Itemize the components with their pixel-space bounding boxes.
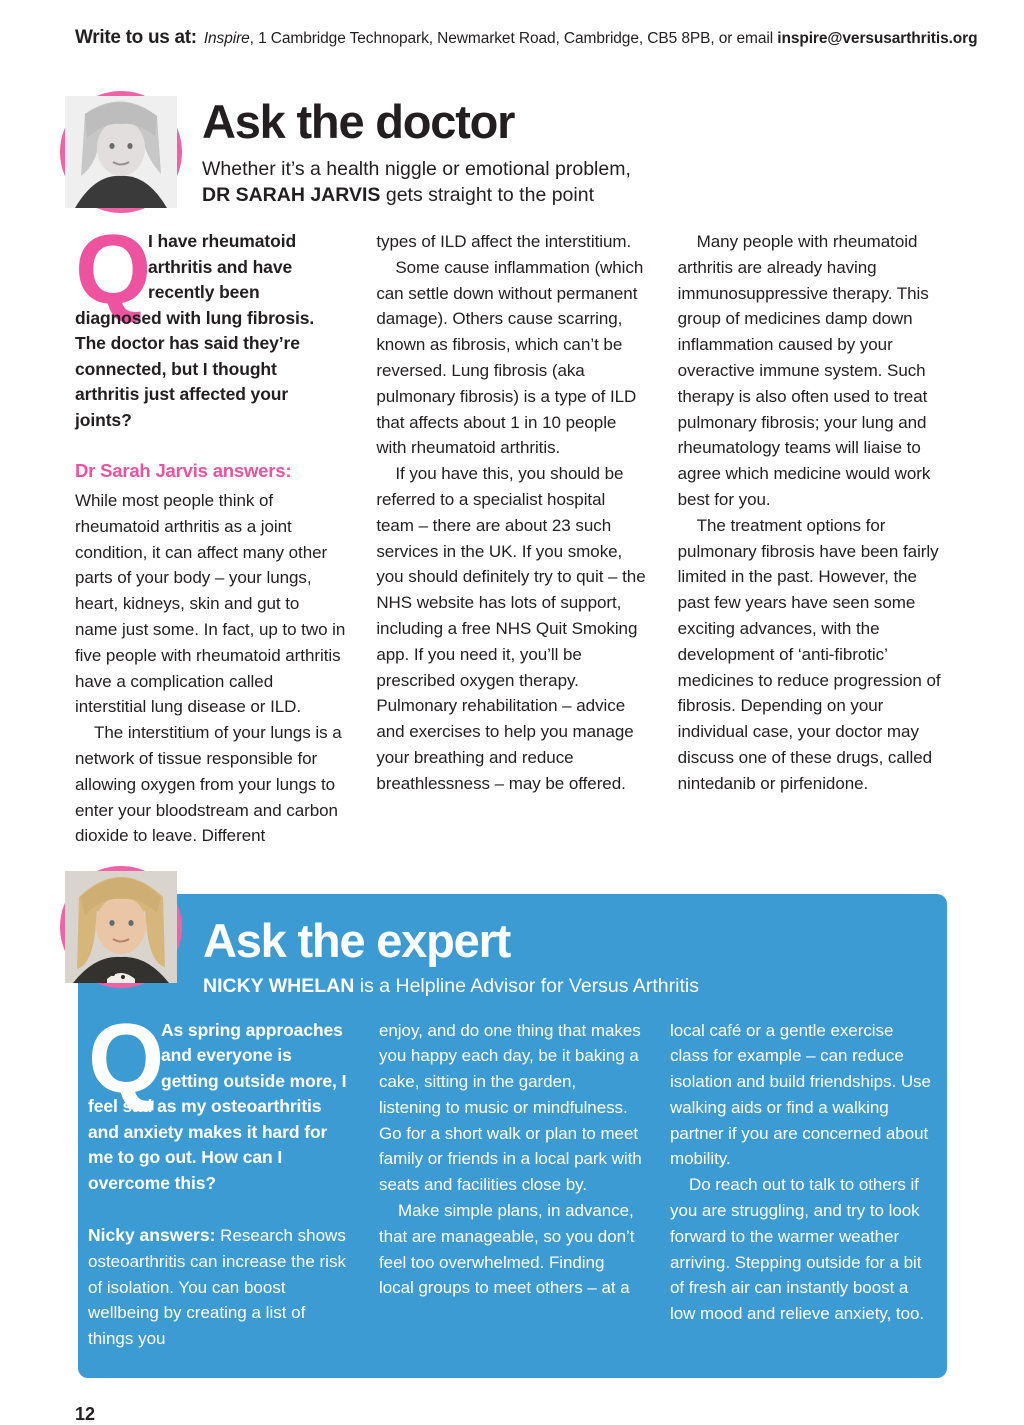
doctor-column-2 <box>376 229 646 849</box>
expert-name: NICKY WHELAN <box>203 974 355 997</box>
expert-answer-text: Research shows osteoarthritis can increase the risk of isolation. You can boost wellbeing by creating a list of things you <box>88 1226 346 1349</box>
expert-head-text <box>78 894 947 997</box>
address-text: , 1 Cambridge Technopark, Newmarket Road, Cambridge, CB5 8PB, or email <box>249 30 778 47</box>
doctor-subtitle-suffix: gets straight to the point <box>380 184 594 207</box>
address-line <box>204 30 978 48</box>
doctor-section-title: Ask the doctor <box>202 95 515 148</box>
expert-paragraph: Make simple plans, in advance, that are manageable, so you don’t feel too overwhelmed. Finding local groups to meet others – at a <box>379 1201 635 1298</box>
question-q-glyph: Q <box>88 1002 163 1113</box>
doctor-columns <box>75 214 948 849</box>
doctor-paragraph: The interstitium of your lungs is a network of tissue responsible for allowing oxygen from your lungs to enter your bloodstream and carbon dioxide to leave. Different <box>75 723 342 846</box>
doctor-subtitle-prefix: Whether it’s a health niggle or emotional problem, <box>202 158 631 181</box>
doctor-paragraph: Some cause inflammation (which can settle down without permanent damage). Others cause scarring, known as fibrosis, which can’t be reversed. Lung fibrosis (aka pulmonary fibrosis) is a type of ILD that affects about 1 in 10 people with rheumatoid arthritis. <box>376 257 644 458</box>
expert-section-title: Ask the expert <box>203 914 511 968</box>
expert-answer-label: Nicky answers: <box>88 1225 216 1245</box>
doctor-paragraph: Many people with rheumatoid arthritis are already having immunosuppressive therapy. This group of medicines damp down inflammation caused by your overactive immune system. Such therapy is also often used to treat pulmonary fibrosis; your lung and rheumatology teams will liaise to agree which medicine would work best for you. <box>677 232 931 509</box>
page-number: 12 <box>75 1403 96 1424</box>
doctor-name: DR SARAH JARVIS <box>202 184 381 207</box>
doctor-paragraph: If you have this, you should be referred to a specialist hospital team – there are about 23 such services in the UK. If you smoke, you should definitely try to quit – the NHS website has lots of support, including a free NHS Quit Smoking app. If you need it, you’ll be prescribed oxygen therapy. Pulmonary rehabilitation – advice and exercises to help you manage your breathing and reduce breathlessness – may be offered. <box>376 464 646 793</box>
doctor-column-3 <box>678 229 948 849</box>
expert-byline <box>203 975 927 998</box>
email-address: inspire@versusarthritis.org <box>777 30 978 47</box>
expert-columns <box>78 1002 947 1352</box>
expert-column-3 <box>670 1018 933 1352</box>
expert-section-panel <box>78 894 947 1378</box>
write-to-us-label: Write to us at: <box>75 27 197 48</box>
expert-byline-rest: is a Helpline Advisor for Versus Arthritis <box>354 974 699 997</box>
expert-paragraph: Do reach out to talk to others if you are struggling, and try to look forward to the warmer weather arriving. Stepping outside for a bit of fresh air can instantly boost a low mood and relieve anxiety, too. <box>670 1175 925 1324</box>
expert-paragraph: local café or a gentle exercise class for example – can reduce isolation and build friendships. Use walking aids or find a walking partner if you are concerned about mobility. <box>670 1020 931 1169</box>
doctor-answer-label: Dr Sarah Jarvis answers: <box>75 460 292 481</box>
magazine-name: Inspire <box>203 30 250 47</box>
doctor-paragraph: The treatment options for pulmonary fibrosis have been fairly limited in the past. However, the past few years have seen some exciting advances, with the development of ‘anti-fibrotic’ medicines to reduce progression of fibrosis. Depending on your individual case, your doctor may discuss one of these drugs, called nintedanib or pirfenidone. <box>677 515 941 793</box>
write-to-us-strip <box>75 27 978 49</box>
doctor-column-1 <box>75 214 346 849</box>
doctor-paragraph: While most people think of rheumatoid arthritis as a joint condition, it can affect many other parts of your body – your lungs, heart, kidneys, skin and gut to name just some. In fact, up to two in five people with rheumatoid arthritis have a complication called interstitial lung disease or ILD. <box>75 491 346 717</box>
question-q-glyph: Q <box>75 214 150 324</box>
doctor-photo <box>60 91 182 213</box>
expert-paragraph: enjoy, and do one thing that makes you happy each day, be it baking a cake, sitting in the garden, listening to music or mindfulness. Go for a short walk or plan to meet family or friends in a local park with seats and facilities close by. <box>379 1020 642 1195</box>
doctor-section-header <box>60 91 1024 213</box>
expert-column-2 <box>379 1018 642 1352</box>
expert-column-1 <box>88 1002 351 1352</box>
expert-question: As spring approaches and everyone is getting outside more, I feel sad as my osteoarthritis and anxiety makes it hard for me to go out. How can I overcome this? <box>88 1019 347 1193</box>
expert-photo <box>60 866 182 988</box>
expert-answer-paragraph <box>88 1223 351 1352</box>
doctor-subtitle <box>202 156 652 208</box>
doctor-head-text <box>202 97 652 213</box>
magazine-page <box>0 27 1024 1424</box>
doctor-question: I have rheumatoid arthritis and have recently been diagnosed with lung fibrosis. The doctor has said they’re connected, but I thought arthritis just affected your joints? <box>75 231 315 430</box>
doctor-paragraph: types of ILD affect the interstitium. <box>376 232 632 251</box>
